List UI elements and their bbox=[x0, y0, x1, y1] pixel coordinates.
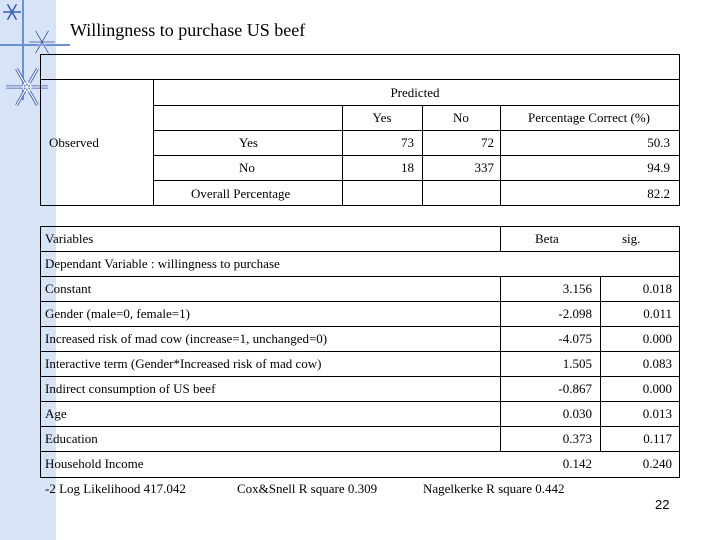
observed-label: Observed bbox=[49, 135, 99, 150]
header-variables: Variables bbox=[45, 231, 94, 246]
table-rule bbox=[40, 301, 679, 302]
variable-name: Household Income bbox=[45, 456, 144, 471]
cell-yes-no: 72 bbox=[481, 135, 494, 150]
variable-name: Constant bbox=[45, 281, 92, 296]
overall-label: Overall Percentage bbox=[191, 186, 291, 201]
table-rule bbox=[40, 79, 679, 80]
page-number: 22 bbox=[655, 497, 670, 512]
sig-value: 0.117 bbox=[643, 431, 672, 446]
table-rule bbox=[40, 251, 679, 252]
variable-name: Interactive term (Gender*Increased risk of mad cow) bbox=[45, 356, 322, 371]
table-rule bbox=[500, 226, 501, 251]
sig-value: 0.000 bbox=[642, 381, 672, 396]
col-header-pct: Percentage Correct (%) bbox=[528, 110, 650, 125]
variable-name: Education bbox=[45, 431, 98, 446]
table-rule bbox=[40, 451, 679, 452]
beta-value: -0.867 bbox=[558, 381, 592, 396]
sig-value: 0.018 bbox=[642, 281, 672, 296]
sig-value: 0.083 bbox=[642, 356, 672, 371]
beta-value: -4.075 bbox=[558, 331, 592, 346]
beta-value: 1.505 bbox=[562, 356, 592, 371]
slide-title: Willingness to purchase US beef bbox=[70, 20, 306, 40]
col-header-yes: Yes bbox=[372, 110, 392, 125]
predicted-header: Predicted bbox=[390, 85, 440, 100]
table-rule bbox=[153, 180, 679, 181]
cell-yes-pct: 50.3 bbox=[647, 135, 670, 150]
cell-no-no: 337 bbox=[474, 160, 494, 175]
snowflake-icon bbox=[2, 2, 22, 22]
sig-value: 0.000 bbox=[642, 331, 672, 346]
sig-value: 0.013 bbox=[642, 406, 672, 421]
variable-name: Age bbox=[45, 406, 67, 421]
table-rule bbox=[153, 155, 679, 156]
header-sig: sig. bbox=[622, 231, 641, 246]
table-rule bbox=[40, 376, 679, 377]
variable-name: Indirect consumption of US beef bbox=[45, 381, 216, 396]
beta-value: 3.156 bbox=[562, 281, 592, 296]
table-rule bbox=[153, 79, 154, 205]
cell-yes-yes: 73 bbox=[401, 135, 414, 150]
sig-value: 0.011 bbox=[643, 306, 672, 321]
snowflake-icon bbox=[28, 28, 56, 56]
table-rule bbox=[153, 105, 679, 106]
nagelkerke-r-square: Nagelkerke R square 0.442 bbox=[423, 481, 565, 496]
cox-snell-r-square: Cox&Snell R square 0.309 bbox=[237, 481, 378, 496]
cell-no-pct: 94.9 bbox=[647, 160, 670, 175]
variable-name: Gender (male=0, female=1) bbox=[45, 306, 190, 321]
row-label-no: No bbox=[239, 160, 255, 175]
sig-value: 0.240 bbox=[642, 456, 672, 471]
dependent-variable: Dependant Variable : willingness to purchase bbox=[45, 256, 280, 271]
log-likelihood: -2 Log Likelihood 417.042 bbox=[45, 481, 186, 496]
beta-value: 0.373 bbox=[562, 431, 592, 446]
table-rule bbox=[40, 426, 679, 427]
table-rule bbox=[40, 326, 679, 327]
table-rule bbox=[153, 130, 679, 131]
table-rule bbox=[40, 351, 679, 352]
beta-value: -2.098 bbox=[558, 306, 592, 321]
table-rule bbox=[40, 276, 679, 277]
col-header-no: No bbox=[453, 110, 469, 125]
variable-name: Increased risk of mad cow (increase=1, unchanged=0) bbox=[45, 331, 328, 346]
table-rule bbox=[40, 401, 679, 402]
beta-value: 0.030 bbox=[562, 406, 592, 421]
overall-value: 82.2 bbox=[647, 186, 670, 201]
cell-no-yes: 18 bbox=[401, 160, 414, 175]
beta-value: 0.142 bbox=[562, 456, 592, 471]
row-label-yes: Yes bbox=[239, 135, 258, 150]
header-beta: Beta bbox=[535, 231, 559, 246]
